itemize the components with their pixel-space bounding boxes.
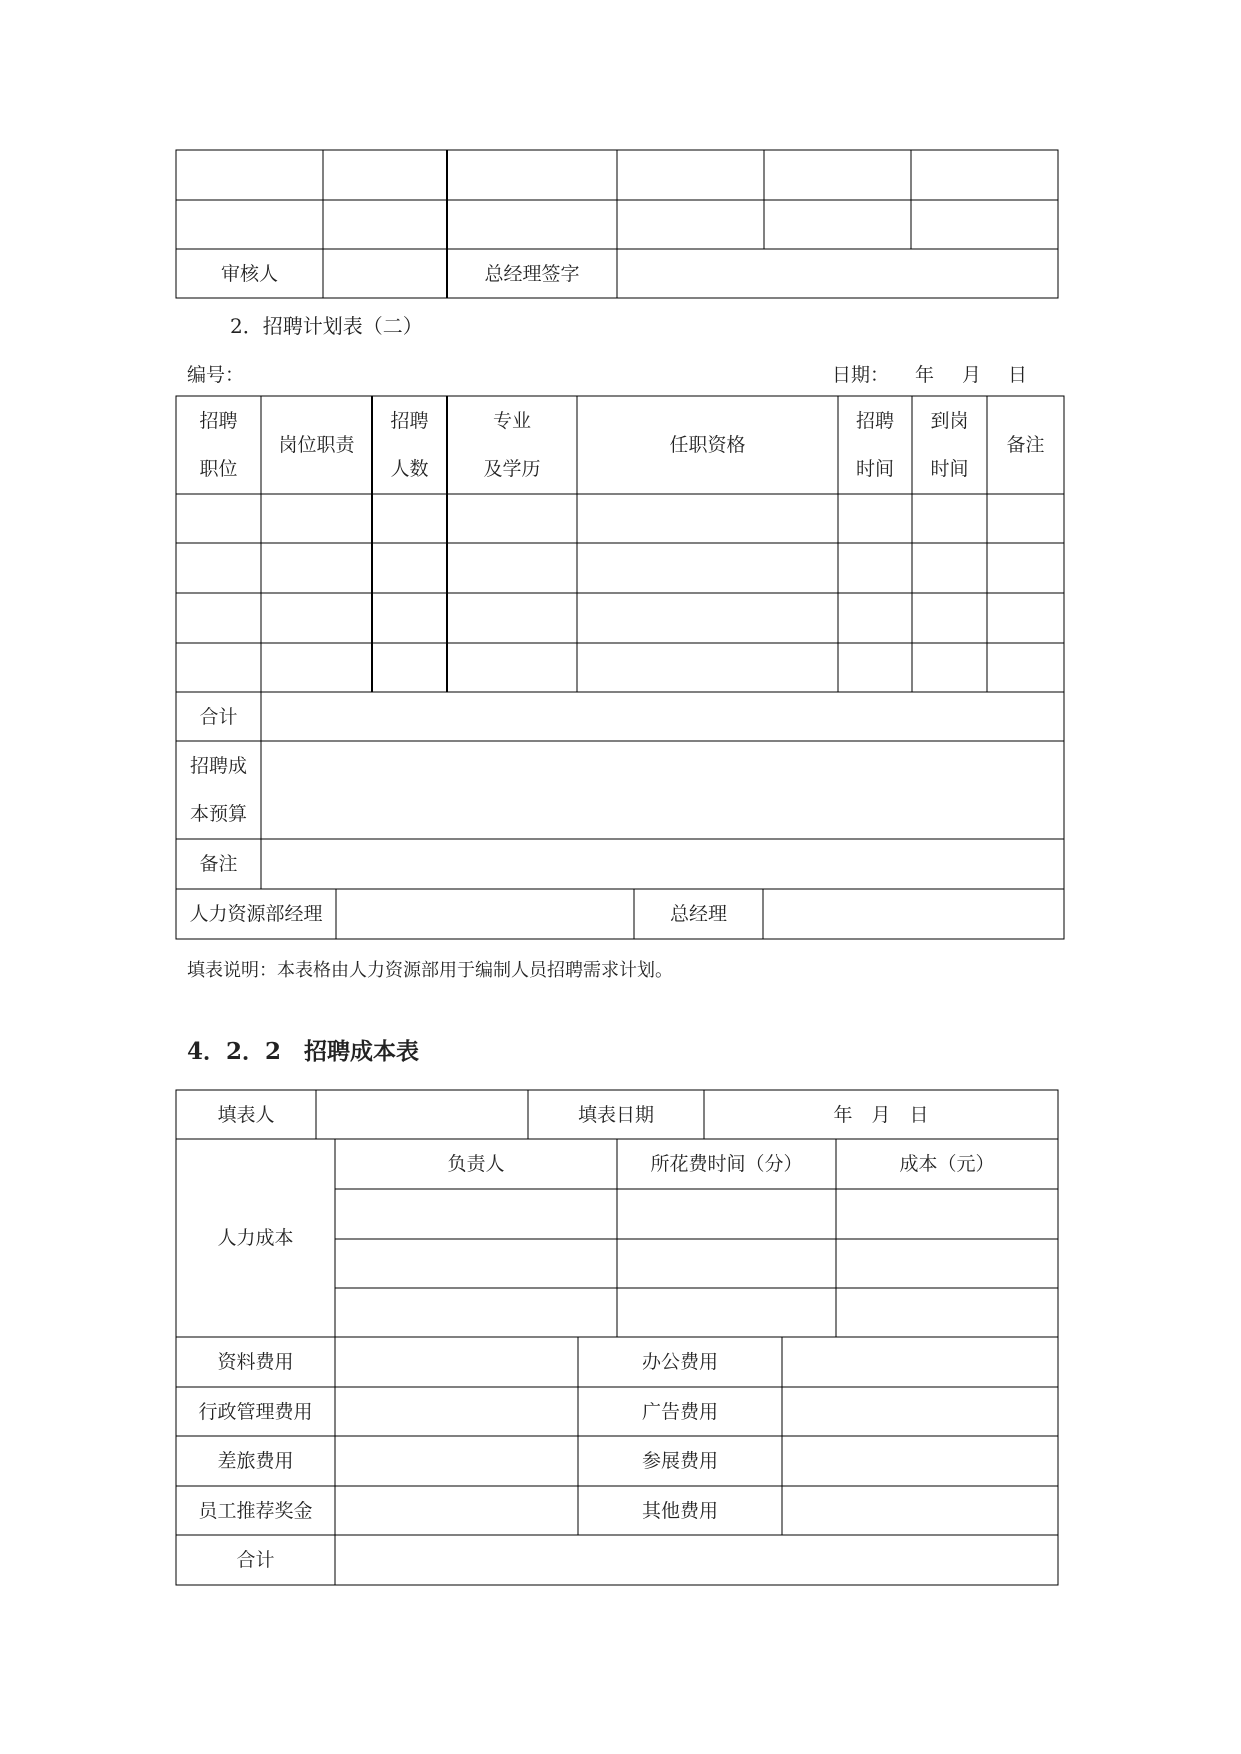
number-label: 编号： — [187, 364, 245, 386]
header-count-line2: 人数 — [390, 458, 429, 480]
reviewer-label: 审核人 — [220, 262, 278, 285]
material-fee-label: 资料费用 — [217, 1351, 294, 1373]
header-major-line1: 专业 — [492, 410, 531, 432]
header-recruit-time-line2: 时间 — [855, 458, 894, 480]
filler-label: 填表人 — [217, 1103, 275, 1126]
date-month: 月 — [962, 364, 982, 386]
plan-table-title: 2．招聘计划表（二） — [230, 314, 423, 338]
header-duties: 岗位职责 — [278, 434, 355, 456]
ad-fee-label: 广告费用 — [641, 1400, 718, 1423]
header-arrival-time-line1: 到岗 — [930, 410, 969, 432]
fill-date-value: 年 月 日 — [833, 1103, 929, 1126]
referral-bonus-label: 员工推荐奖金 — [198, 1499, 313, 1522]
labor-cost-label: 人力成本 — [217, 1227, 294, 1249]
header-position — [176, 396, 261, 494]
header-arrival-time-line2: 时间 — [930, 458, 969, 480]
header-count-line1: 招聘 — [390, 410, 429, 432]
cost-table-heading: 4．2．2 招聘成本表 — [187, 1038, 420, 1065]
header-arrival-time — [912, 396, 987, 494]
header-position-line2: 职位 — [199, 458, 238, 480]
header-qualification: 任职资格 — [669, 434, 746, 456]
remarks-label: 备注 — [199, 853, 238, 875]
responsible-header: 负责人 — [447, 1153, 505, 1175]
budget-label-line2: 本预算 — [189, 803, 247, 825]
hr-manager-label: 人力资源部经理 — [189, 903, 323, 925]
admin-fee-label: 行政管理费用 — [198, 1400, 313, 1423]
other-fee-label: 其他费用 — [641, 1499, 718, 1522]
header-recruit-time — [838, 396, 912, 494]
header-major-line2: 及学历 — [483, 458, 541, 480]
date-day: 日 — [1008, 364, 1028, 386]
header-major — [447, 396, 577, 494]
header-recruit-time-line1: 招聘 — [855, 410, 894, 432]
header-count — [372, 396, 447, 494]
header-remarks: 备注 — [1006, 434, 1045, 456]
cost-total-label: 合计 — [236, 1549, 275, 1571]
total-label: 合计 — [199, 705, 238, 728]
budget-label-line1: 招聘成 — [189, 755, 247, 777]
budget-label — [176, 741, 261, 839]
gm-label: 总经理 — [669, 903, 727, 925]
fill-date-label: 填表日期 — [577, 1103, 654, 1126]
date-year: 年 — [915, 364, 935, 386]
cost-yuan-header: 成本（元） — [899, 1153, 995, 1175]
gm-signature-label: 总经理签字 — [484, 262, 580, 285]
office-fee-label: 办公费用 — [641, 1351, 718, 1373]
header-position-line1: 招聘 — [199, 410, 238, 432]
date-label: 日期： — [832, 364, 890, 386]
fill-note: 填表说明：本表格由人力资源部用于编制人员招聘需求计划。 — [187, 960, 673, 981]
travel-fee-label: 差旅费用 — [217, 1450, 294, 1472]
exhibition-fee-label: 参展费用 — [641, 1450, 718, 1472]
time-spent-header: 所花费时间（分） — [650, 1153, 803, 1175]
